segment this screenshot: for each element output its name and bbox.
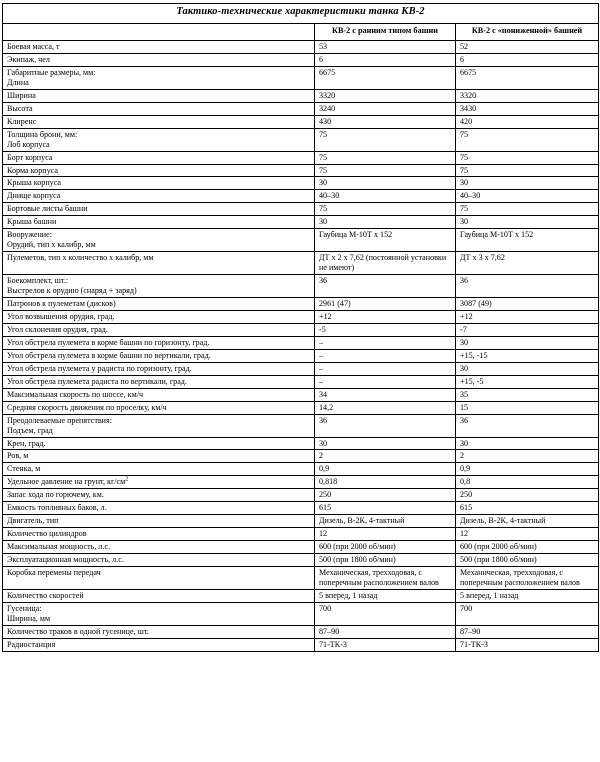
row-label: Подъем, град [7,425,53,435]
row-label: Угол возвышения орудия, град. [3,310,315,323]
cell-lowered-turret: 52 [456,41,599,54]
row-label: Крыша корпуса [3,177,315,190]
row-label: Выстрелов к орудию (снаряд + заряд) [7,286,137,296]
spec-table-body [3,4,599,652]
row-label: Количество скоростей [3,589,315,602]
cell-lowered-turret: 6 [456,53,599,66]
cell-lowered-turret: 35 [456,388,599,401]
cell-early-turret: 71-ТК-3 [315,638,456,651]
row-label: Максимальная скорость по шоссе, км/ч [3,388,315,401]
cell-early-turret: 3320 [315,89,456,102]
cell-early-turret: 430 [315,115,456,128]
row-label: Бортовые листы башни [3,203,315,216]
row-label: Запас хода по горючему, км. [3,489,315,502]
table-row [3,275,599,298]
cell-early-turret: – [315,336,456,349]
row-label: Ширина, мм [7,613,51,623]
table-row [3,528,599,541]
row-label: Пулеметов, тип х количество х калибр, мм [3,252,315,275]
row-label: Длина [7,77,29,87]
cell-early-turret: – [315,362,456,375]
row-label: Количество траков в одной гусенице, шт. [3,625,315,638]
cell-early-turret: 34 [315,388,456,401]
cell-lowered-turret: 30 [456,177,599,190]
row-label-superscript: 2 [125,476,129,483]
table-row [3,414,599,437]
cell-lowered-turret: 6675 [456,66,599,89]
row-group-label [3,275,315,298]
column-header-early-turret: КВ-2 с ранним типом башни [315,24,456,41]
cell-lowered-turret: Дизель, В-2К, 4-тактный [456,515,599,528]
row-group-heading: Боекомплект, шт.: [7,276,69,286]
cell-early-turret: +12 [315,310,456,323]
row-label: Днище корпуса [3,190,315,203]
cell-early-turret: 75 [315,164,456,177]
cell-lowered-turret: 75 [456,203,599,216]
table-row [3,463,599,476]
cell-early-turret: 75 [315,203,456,216]
column-header-blank [3,24,315,41]
table-row [3,450,599,463]
cell-lowered-turret: 30 [456,437,599,450]
cell-early-turret: 75 [315,151,456,164]
table-row [3,102,599,115]
table-row [3,349,599,362]
cell-lowered-turret: 71-ТК-3 [456,638,599,651]
table-row [3,589,599,602]
cell-early-turret: 14,2 [315,401,456,414]
table-row [3,115,599,128]
table-row [3,323,599,336]
table-row [3,41,599,54]
cell-lowered-turret: 75 [456,128,599,151]
row-label: Коробка перемены передач [3,567,315,590]
table-row [3,515,599,528]
cell-early-turret: 36 [315,414,456,437]
cell-early-turret: – [315,349,456,362]
cell-lowered-turret: 30 [456,336,599,349]
cell-early-turret: 250 [315,489,456,502]
cell-early-turret: 3240 [315,102,456,115]
table-row [3,336,599,349]
table-row [3,310,599,323]
cell-early-turret: 12 [315,528,456,541]
table-row [3,128,599,151]
row-group-heading: Гусеница: [7,603,42,613]
cell-lowered-turret: 0,9 [456,463,599,476]
cell-lowered-turret: 5 вперед, 1 назад [456,589,599,602]
table-row [3,216,599,229]
table-row [3,554,599,567]
cell-lowered-turret: 0,8 [456,476,599,489]
cell-lowered-turret: 36 [456,275,599,298]
row-group-heading: Вооружение: [7,230,52,240]
table-row [3,362,599,375]
row-label: Радиостанция [3,638,315,651]
cell-lowered-turret: +15, -15 [456,349,599,362]
row-label: Ров, м [3,450,315,463]
cell-early-turret: 87–90 [315,625,456,638]
table-row [3,151,599,164]
table-row [3,252,599,275]
cell-lowered-turret: +12 [456,310,599,323]
row-group-label [3,66,315,89]
row-label: Борт корпуса [3,151,315,164]
table-row [3,489,599,502]
cell-early-turret: 30 [315,437,456,450]
cell-lowered-turret: 15 [456,401,599,414]
row-label: Угол обстрела пулемета в корме башни по вертикали, град. [3,349,315,362]
table-row [3,401,599,414]
cell-lowered-turret: 500 (при 1800 об/мин) [456,554,599,567]
cell-lowered-turret: 615 [456,502,599,515]
row-label: Крыша башни [3,216,315,229]
cell-early-turret: 2 [315,450,456,463]
table-row [3,567,599,590]
table-row [3,388,599,401]
cell-lowered-turret: 12 [456,528,599,541]
row-label: Клиренс [3,115,315,128]
cell-lowered-turret: 30 [456,216,599,229]
cell-early-turret: -5 [315,323,456,336]
row-label: Угол обстрела пулемета в корме башни по горизонту, град. [3,336,315,349]
spec-table [2,3,599,652]
row-label: Угол склонения орудия, град. [3,323,315,336]
row-label: Боевая масса, т [3,41,315,54]
cell-lowered-turret: 75 [456,151,599,164]
cell-early-turret: ДТ х 2 х 7,62 (постоянной установки не имеют) [315,252,456,275]
cell-lowered-turret: 3087 (49) [456,298,599,311]
row-label: Угол обстрела пулемета у радиста по горизонту, град. [3,362,315,375]
cell-early-turret: 600 (при 2000 об/мин) [315,541,456,554]
row-label: Лоб корпуса [7,139,50,149]
cell-lowered-turret: 3430 [456,102,599,115]
row-label: Емкость топливных баков, л. [3,502,315,515]
row-label: Высота [3,102,315,115]
cell-early-turret: 53 [315,41,456,54]
cell-lowered-turret: Механическая, трехходовая, с поперечным расположением валов [456,567,599,590]
row-group-label [3,128,315,151]
row-label: Стенка, м [3,463,315,476]
cell-early-turret: 2961 (47) [315,298,456,311]
cell-early-turret: Дизель, В-2К, 4-тактный [315,515,456,528]
cell-lowered-turret: 40–30 [456,190,599,203]
cell-early-turret: 5 вперед, 1 назад [315,589,456,602]
table-row [3,437,599,450]
row-group-heading: Габаритные размеры, мм: [7,67,96,77]
row-label: Двигатель, тип [3,515,315,528]
cell-early-turret: 36 [315,275,456,298]
cell-lowered-turret: 420 [456,115,599,128]
cell-early-turret: 6675 [315,66,456,89]
cell-early-turret: 500 (при 1800 об/мин) [315,554,456,567]
table-row [3,203,599,216]
cell-lowered-turret: +15, -5 [456,375,599,388]
row-label: Максимальная мощность, л.с. [3,541,315,554]
cell-lowered-turret: 700 [456,602,599,625]
cell-early-turret: 700 [315,602,456,625]
cell-lowered-turret: 600 (при 2000 об/мин) [456,541,599,554]
table-row [3,164,599,177]
cell-lowered-turret: 3320 [456,89,599,102]
row-group-heading: Толщина брони, мм: [7,129,78,139]
cell-early-turret: 30 [315,177,456,190]
table-row [3,502,599,515]
row-label: Корма корпуса [3,164,315,177]
cell-early-turret: 40–30 [315,190,456,203]
row-group-label [3,602,315,625]
cell-lowered-turret: -7 [456,323,599,336]
cell-lowered-turret: ДТ х 3 х 7,62 [456,252,599,275]
cell-lowered-turret: 87–90 [456,625,599,638]
table-title: Тактико-технические характеристики танка КВ-2 [3,4,599,24]
row-label: Количество цилиндров [3,528,315,541]
table-row [3,229,599,252]
cell-early-turret: – [315,375,456,388]
table-header-row [3,24,599,41]
table-row [3,53,599,66]
cell-early-turret: 75 [315,128,456,151]
cell-lowered-turret: Гаубица М-10Т х 152 [456,229,599,252]
table-row [3,375,599,388]
table-row [3,625,599,638]
cell-early-turret: 615 [315,502,456,515]
table-row [3,541,599,554]
table-row [3,190,599,203]
cell-lowered-turret: 2 [456,450,599,463]
row-label: Ширина [3,89,315,102]
cell-lowered-turret: 36 [456,414,599,437]
cell-lowered-turret: 75 [456,164,599,177]
table-row [3,298,599,311]
column-header-lowered-turret: КВ-2 с «пониженной» башней [456,24,599,41]
table-row [3,476,599,489]
row-group-heading: Преодолеваемые препятствия: [7,415,112,425]
table-row [3,602,599,625]
table-row [3,66,599,89]
row-label: Эксплуатационная мощность, л.с. [3,554,315,567]
table-row [3,89,599,102]
cell-early-turret: Механическая, трехходовая, с поперечным расположением валов [315,567,456,590]
table-row [3,177,599,190]
cell-early-turret: 0,9 [315,463,456,476]
row-group-label [3,414,315,437]
cell-early-turret: 30 [315,216,456,229]
row-label: Орудий, тип х калибр, мм [7,240,96,250]
row-label: Патронов к пулеметам (дисков) [3,298,315,311]
row-label: Угол обстрела пулемета радиста по вертикали, град. [3,375,315,388]
cell-early-turret: Гаубица М-10Т х 152 [315,229,456,252]
row-label: Экипаж, чел [3,53,315,66]
row-label: Крен, град. [3,437,315,450]
cell-early-turret: 0,818 [315,476,456,489]
row-label: Средняя скорость движения по проселку, км/ч [3,401,315,414]
row-label [3,476,315,489]
row-label-text: Удельное давление на грунт, кг/см [7,477,126,487]
table-title-row [3,4,599,24]
row-group-label [3,229,315,252]
cell-early-turret: 6 [315,53,456,66]
cell-lowered-turret: 30 [456,362,599,375]
table-row [3,638,599,651]
cell-lowered-turret: 250 [456,489,599,502]
